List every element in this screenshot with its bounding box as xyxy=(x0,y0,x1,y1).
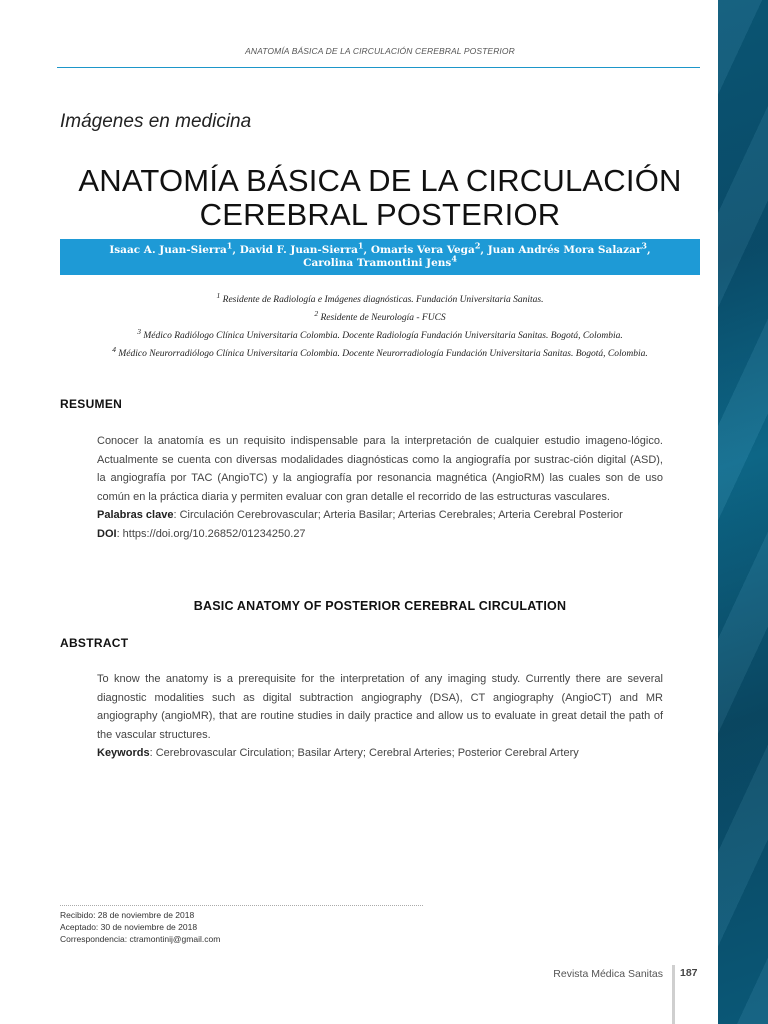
affiliation-item: $^4$ Médico Neurorradiólogo Clínica Universitaria Colombia. Docente Neurorradiología Fundación Universitaria Sanitas. Bogotá, Colombia. xyxy=(112,345,648,360)
palabras-clave: Palabras clave: Circulación Cerebrovascular; Arteria Basilar; Arterias Cerebrales; Arteria Cerebral Posterior xyxy=(97,509,623,521)
author: Omaris Vera Vega$^2$, xyxy=(370,240,488,256)
resumen-heading: RESUMEN xyxy=(60,397,123,411)
resumen-body xyxy=(97,432,663,543)
author: Isaac A. Juan-Sierra$^1$, xyxy=(109,240,240,256)
doi-line: DOI: https://doi.org/10.26852/01234250.27 xyxy=(97,527,306,540)
article-title xyxy=(60,164,700,232)
affiliation-item: $^2$ Residente de Neurología - FUCS xyxy=(314,309,446,324)
header-rule xyxy=(57,67,700,68)
accepted-date: Aceptado: 30 de noviembre de 2018 xyxy=(60,922,198,932)
abstract-body xyxy=(97,670,663,763)
english-title: BASIC ANATOMY OF POSTERIOR CEREBRAL CIRCULATION xyxy=(193,599,567,613)
footnotes xyxy=(60,909,220,945)
page-number: 187 xyxy=(680,967,698,979)
running-head: ANATOMÍA BÁSICA DE LA CIRCULACIÓN CEREBRAL POSTERIOR xyxy=(245,46,515,56)
abstract-heading: ABSTRACT xyxy=(60,636,129,650)
correspondence: Correspondencia: ctramontinij@gmail.com xyxy=(60,934,221,944)
abstract-text: To know the anatomy is a prerequisite for the interpretation of any imaging study. Currently there are several diagnostic modalities such as digital subtraction angiography (DSA), CT angiography (AngioCT) and MR angiography (angioMR), that are routine studies in daily practice and allow us to evaluate in great detail the path of the vascular structures. xyxy=(97,673,663,741)
decorative-side-band xyxy=(718,0,768,1024)
affiliations xyxy=(60,289,700,362)
doi-link[interactable]: : https://doi.org/10.26852/01234250.27 xyxy=(116,527,306,540)
affiliation-item: $^3$ Médico Radiólogo Clínica Universitaria Colombia. Docente Radiología Fundación Universitaria Sanitas. Bogotá, Colombia. xyxy=(137,327,623,342)
footnote-rule xyxy=(60,905,423,906)
section-kicker: Imágenes en medicina xyxy=(60,111,252,132)
authors-bar xyxy=(60,239,700,275)
author: David F. Juan-Sierra$^1$, xyxy=(239,240,371,256)
journal-name: Revista Médica Sanitas xyxy=(553,968,663,980)
author: Carolina Tramontini Jens$^4$ xyxy=(303,253,457,269)
page-number-divider xyxy=(672,965,675,1024)
title-line-2: CEREBRAL POSTERIOR xyxy=(199,197,561,232)
received-date: Recibido: 28 de noviembre de 2018 xyxy=(60,910,195,920)
author: Juan Andrés Mora Salazar$^3$, xyxy=(487,240,651,256)
affiliation-item: $^1$ Residente de Radiología e Imágenes diagnósticas. Fundación Universitaria Sanitas. xyxy=(216,291,544,306)
title-line-1: ANATOMÍA BÁSICA DE LA CIRCULACIÓN xyxy=(78,163,682,198)
keywords-line: Keywords: Cerebrovascular Circulation; Basilar Artery; Cerebral Arteries; Posterior Cerebral Artery xyxy=(97,747,579,759)
resumen-text: Conocer la anatomía es un requisito indispensable para la interpretación de cualquier estudio imageno-lógico. Actualmente se cuenta con diversas modalidades diagnósticas como la angiografía por sustrac-ción digital (ASD), la angiografía por TAC (AngioTC) y la angiografía por resonancia magnética (AngioRM) las cuales son de uso común en la práctica diaria y permiten evaluar con gran detalle el recorrido de las estructuras vasculares. xyxy=(97,435,663,503)
